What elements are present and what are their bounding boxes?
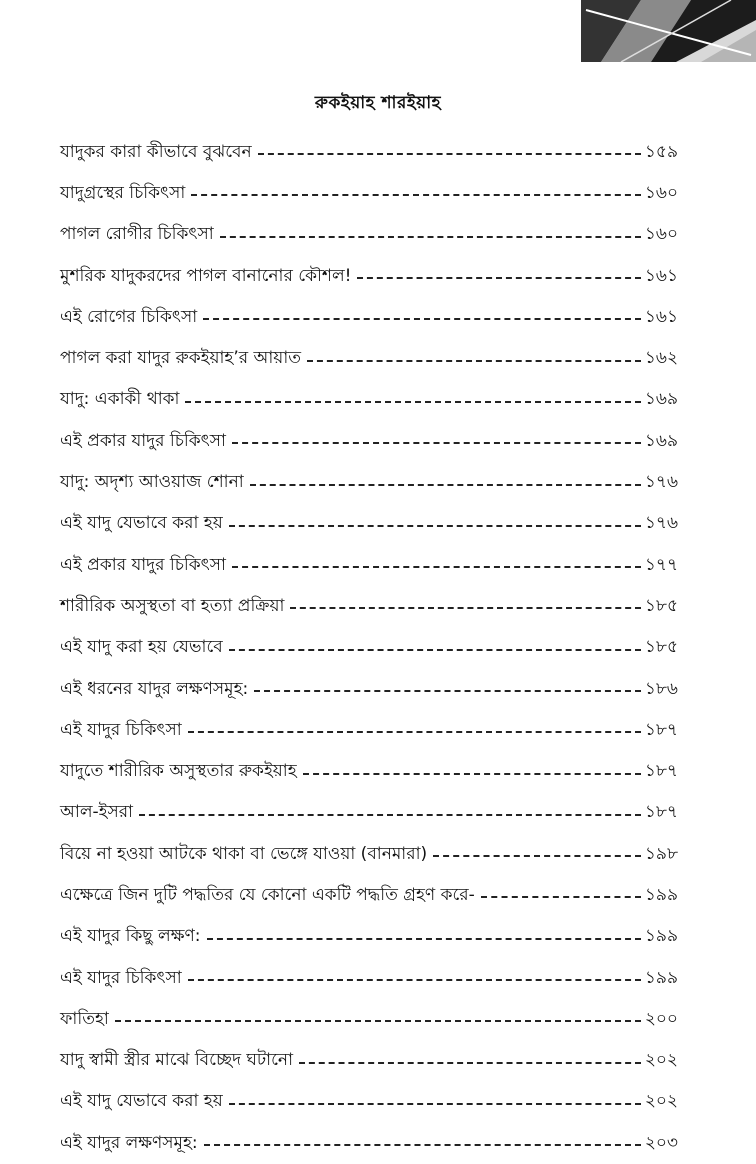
toc-entry-page: ১৬৯ [644,389,678,410]
toc-entry-title: এই যাদুর চিকিৎসা [60,967,182,988]
toc-entry-title: যাদুতে শারীরিক অসুস্থতার রুকইয়াহ [60,761,297,782]
dotted-leader [185,401,640,403]
toc-entry [60,917,678,958]
toc-entry-page: ১৮৭ [644,761,678,782]
toc-entry [60,1123,678,1164]
toc-entry-title: এক্ষেত্রে জিন দুটি পদ্ধতির যে কোনো একটি পদ্ধতি গ্রহণ করে- [60,884,475,905]
toc-entry-title: এই যাদুর চিকিৎসা [60,719,182,740]
toc-entry [60,256,678,297]
toc-entry-page: ১৮৬ [644,678,678,699]
dotted-leader [299,1062,641,1064]
dotted-leader [188,979,641,981]
toc-entry [60,1041,678,1082]
dotted-leader [232,566,641,568]
dotted-leader [207,938,641,940]
toc-entry [60,751,678,792]
toc-entry-page: ১৯৯ [644,967,678,988]
toc-entry-page: ১৭৬ [644,472,678,493]
dotted-leader [307,360,641,362]
toc-entry [60,338,678,379]
decorative-corner-graphic [581,0,756,62]
page-header: রুকইয়াহ শারইয়াহ [314,93,442,113]
toc-entry-page: ১৯৯ [644,884,678,905]
toc-entry [60,669,678,710]
toc-entry-title: পাগল করা যাদুর রুকইয়াহ’র আয়াত [60,348,302,369]
toc-entry-title: এই যাদু যেভাবে করা হয় [60,1091,223,1112]
toc-entry-title: যাদু স্বামী স্ত্রীর মাঝে বিচ্ছেদ ঘটানো [60,1050,294,1071]
dotted-leader [229,525,641,527]
dotted-leader [303,773,641,775]
toc-entry [60,710,678,751]
toc-entry-page: ২০২ [644,1050,678,1071]
dotted-leader [290,607,640,609]
toc-entry-title: এই যাদুর কিছু লক্ষণ: [60,926,201,947]
toc-entry [60,132,678,173]
toc-entry-title: ফাতিহা [60,1008,109,1029]
toc-entry [60,793,678,834]
toc-entry-title: যাদুকর কারা কীভাবে বুঝবেন [60,141,252,162]
toc-entry-title: পাগল রোগীর চিকিৎসা [60,224,214,245]
toc-entry-page: ১৬০ [644,182,678,203]
dotted-leader [229,1103,641,1105]
dotted-leader [433,855,641,857]
dotted-leader [232,442,641,444]
toc-entry [60,173,678,214]
dotted-leader [250,484,641,486]
dotted-leader [254,690,641,692]
toc-entry-title: যাদুগ্রস্থের চিকিৎসা [60,182,186,203]
dotted-leader [191,194,641,196]
toc-entry [60,875,678,916]
toc-entry-page: ২০৩ [644,1132,678,1153]
toc-entry [60,1082,678,1123]
toc-entry-title: যাদু: অদৃশ্য আওয়াজ শোনা [60,472,244,493]
dotted-leader [357,277,640,279]
toc-entry [60,504,678,545]
toc-entry [60,628,678,669]
toc-entry [60,380,678,421]
toc-entry-page: ২০২ [644,1091,678,1112]
toc-entry [60,999,678,1040]
toc-entry [60,297,678,338]
toc-entry [60,958,678,999]
toc-entry-page: ১৮৭ [644,719,678,740]
dotted-leader [204,1144,641,1146]
toc-entry-page: ১৯৮ [644,843,678,864]
dotted-leader [139,814,641,816]
toc-entry-page: ১৮৭ [644,802,678,823]
dotted-leader [229,649,641,651]
toc-entry-page: ২০০ [644,1008,678,1029]
dotted-leader [188,731,641,733]
toc-entry [60,545,678,586]
toc-entry-page: ১৮৫ [644,595,678,616]
toc-entry-title: এই যাদুর লক্ষণসমূহ: [60,1132,198,1153]
toc-entry-page: ১৬৯ [644,430,678,451]
toc-entry-page: ১৭৬ [644,513,678,534]
toc-entry-title: বিয়ে না হওয়া আটকে থাকা বা ভেঙ্গে যাওয়া (বানমারা) [60,843,428,864]
toc-entry-page: ১৬২ [644,348,678,369]
toc-entry-title: এই যাদু করা হয় যেভাবে [60,637,223,658]
toc-entry-title: শারীরিক অসুস্থতা বা হত্যা প্রক্রিয়া [60,595,285,616]
toc-entry-page: ১৫৯ [644,141,678,162]
dotted-leader [115,1020,641,1022]
toc-entry [60,834,678,875]
toc-entry-title: আল-ইসরা [60,802,133,823]
toc-entry [60,421,678,462]
toc-entry-page: ১৮৫ [644,637,678,658]
toc-entry-page: ১৬১ [644,265,678,286]
dotted-leader [258,153,641,155]
toc-entry-title: এই যাদু যেভাবে করা হয় [60,513,223,534]
toc-entry-title: যাদু: একাকী থাকা [60,389,180,410]
toc-entry-title: এই প্রকার যাদুর চিকিৎসা [60,554,226,575]
toc-entry-title: এই রোগের চিকিৎসা [60,306,198,327]
dotted-leader [203,318,641,320]
toc-entry-page: ১৯৯ [644,926,678,947]
toc-entry [60,215,678,256]
dotted-leader [481,896,641,898]
table-of-contents [60,132,678,1164]
toc-entry-title: এই প্রকার যাদুর চিকিৎসা [60,430,226,451]
toc-entry-page: ১৭৭ [644,554,678,575]
toc-entry-page: ১৬১ [644,306,678,327]
toc-entry-page: ১৬০ [644,224,678,245]
toc-entry-title: এই ধরনের যাদুর লক্ষণসমূহ: [60,678,249,699]
dotted-leader [220,236,641,238]
toc-entry [60,586,678,627]
toc-entry [60,462,678,503]
toc-entry-title: মুশরিক যাদুকরদের পাগল বানানোর কৌশল! [60,265,352,286]
